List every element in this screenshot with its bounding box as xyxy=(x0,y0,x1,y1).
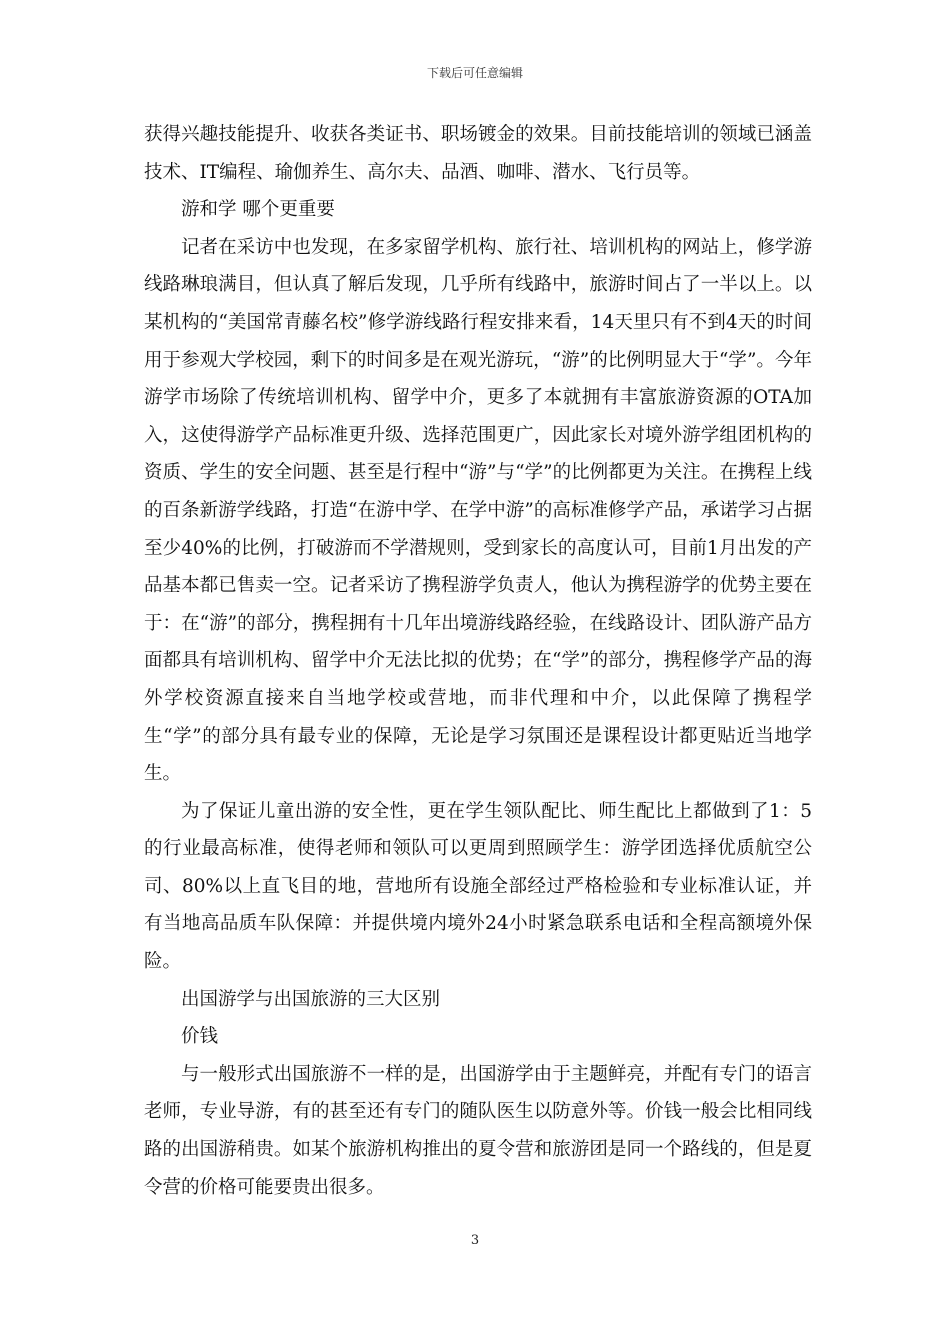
paragraph-continuation: 获得兴趣技能提升、收获各类证书、职场镀金的效果。目前技能培训的领域已涵盖技术、IT编程、瑜伽养生、高尔夫、品酒、咖啡、潜水、飞行员等。 xyxy=(144,124,812,183)
section-heading-travel-vs-study: 游和学 哪个更重要 xyxy=(181,199,335,221)
subheading-price: 价钱 xyxy=(181,1026,219,1048)
paragraph-price: 与一般形式出国旅游不一样的是，出国游学由于主题鲜亮，并配有专门的语言老师，专业导游，有的甚至还有专门的随队医生以防意外等。价钱一般会比相同线路的出国游稍贵。如某个旅游机构推出的夏令营和旅游团是同一个路线的，但是夏令营的价格可能要贵出很多。 xyxy=(144,1063,812,1198)
document-body xyxy=(144,116,812,1206)
paragraph-reporter-findings: 记者在采访中也发现，在多家留学机构、旅行社、培训机构的网站上，修学游线路琳琅满目，但认真了解后发现，几乎所有线路中，旅游时间占了一半以上。以某机构的“美国常青藤名校”修学游线路行程安排来看，14天里只有不到4天的时间用于参观大学校园，剩下的时间多是在观光游玩，“游”的比例明显大于“学”。今年游学市场除了传统培训机构、留学中介，更多了本就拥有丰富旅游资源的OTA加入，这使得游学产品标准更升级、选择范围更广，因此家长对境外游学组团机构的资质、学生的安全问题、甚至是行程中“游”与“学”的比例都更为关注。在携程上线的百条新游学线路，打造“在游中学、在学中游”的高标准修学产品，承诺学习占据至少40%的比例，打破游而不学潜规则，受到家长的高度认可，目前1月出发的产品基本都已售卖一空。记者采访了携程游学负责人，他认为携程游学的优势主要在于：在“游”的部分，携程拥有十几年出境游线路经验，在线路设计、团队游产品方面都具有培训机构、留学中介无法比拟的优势；在“学”的部分，携程修学产品的海外学校资源直接来自当地学校或营地，而非代理和中介，以此保障了携程学生“学”的部分具有最专业的保障，无论是学习氛围还是课程设计都更贴近当地学生。 xyxy=(144,236,812,785)
page-number: 3 xyxy=(470,1233,480,1248)
paragraph-safety: 为了保证儿童出游的安全性，更在学生领队配比、师生配比上都做到了1：5的行业最高标准，使得老师和领队可以更周到照顾学生：游学团选择优质航空公司、80%以上直飞目的地，营地所有设施全部经过严格检验和专业标准认证，并有当地高品质车队保障：并提供境内境外24小时紧急联系电话和全程高额境外保险。 xyxy=(144,800,812,973)
section-heading-three-differences: 出国游学与出国旅游的三大区别 xyxy=(181,988,441,1010)
page-header: 下载后可任意编辑 xyxy=(426,66,523,80)
